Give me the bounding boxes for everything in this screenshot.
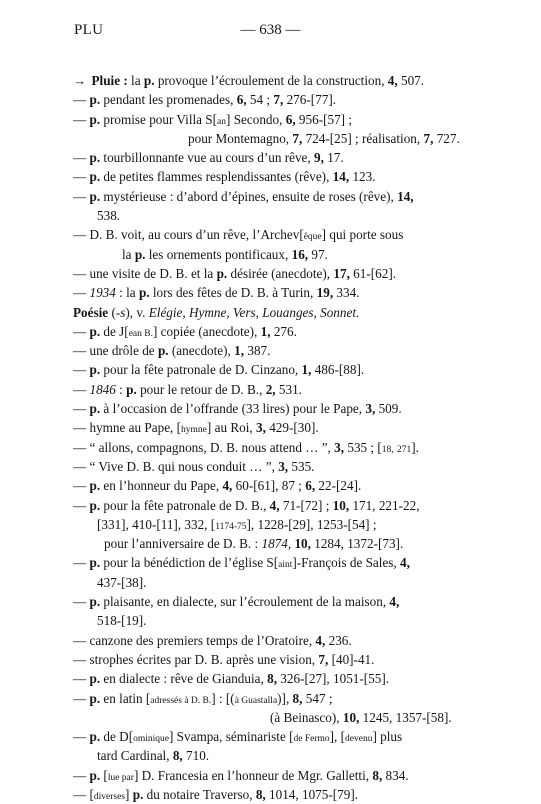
text-run: pour Montemagno, bbox=[188, 130, 293, 146]
bold-text: 19, bbox=[316, 285, 334, 301]
small-text: ominique bbox=[133, 734, 169, 745]
text-run: ] D. Francesia en l’honneur de Mgr. Galletti, bbox=[133, 767, 373, 783]
text-run: (anecdote), bbox=[168, 343, 235, 359]
text-run: plaisante, en dialecte, sur l’écroulement de la maison, bbox=[100, 594, 390, 610]
bold-text: Pluie : bbox=[91, 73, 128, 88]
text-run: 171, 221-22, bbox=[349, 497, 420, 513]
text-run: de petites flammes resplendissantes (rêve), bbox=[100, 169, 333, 185]
text-run: 535 ; [ bbox=[344, 439, 382, 455]
text-run: 22-[24]. bbox=[315, 478, 362, 494]
small-text: devenu bbox=[345, 734, 373, 745]
index-line bbox=[0, 650, 541, 669]
bold-text: 4, bbox=[315, 632, 326, 648]
text-run: les ornements pontificaux, bbox=[145, 246, 292, 262]
bold-text: p. bbox=[126, 381, 137, 397]
bold-text: 8, bbox=[255, 786, 266, 802]
index-line bbox=[0, 553, 541, 572]
index-line bbox=[0, 322, 541, 341]
bold-text: p. bbox=[89, 401, 101, 417]
index-line bbox=[0, 708, 541, 727]
text-run: 97. bbox=[308, 246, 328, 262]
text-run: 547 ; bbox=[302, 690, 333, 706]
bold-text: 4, bbox=[222, 478, 233, 494]
bold-text: p. bbox=[143, 73, 155, 88]
text-run: 834. bbox=[382, 767, 409, 783]
bold-text: 2, bbox=[265, 381, 276, 397]
small-text: 18, bbox=[381, 444, 394, 455]
text-run: [331], 410-[11], 332, [ bbox=[97, 516, 216, 532]
bold-text: p. bbox=[89, 188, 101, 204]
text-run: 54 ; bbox=[246, 92, 274, 108]
bold-text: p. bbox=[89, 92, 101, 108]
text-run: 535. bbox=[288, 458, 315, 474]
bold-text: 4, bbox=[387, 73, 398, 88]
text-run: [ bbox=[100, 767, 108, 783]
index-line bbox=[0, 496, 541, 515]
text-run: ], [ bbox=[329, 729, 346, 745]
bold-text: p. bbox=[132, 786, 144, 802]
index-line bbox=[0, 90, 541, 109]
text-run: ] plus bbox=[372, 729, 403, 745]
text-run: 387. bbox=[244, 343, 271, 359]
bold-text: 14, bbox=[397, 188, 414, 204]
index-line bbox=[0, 746, 541, 765]
text-run: ]. bbox=[411, 439, 419, 455]
italic-text: 1874, bbox=[261, 536, 292, 552]
small-text: 1174-75 bbox=[215, 521, 247, 532]
index-line bbox=[0, 592, 541, 611]
text-run: tard Cardinal, bbox=[97, 748, 173, 764]
small-text: 271 bbox=[396, 444, 412, 455]
text-run: — bbox=[73, 92, 90, 108]
bold-text: 7, bbox=[423, 130, 434, 146]
index-line bbox=[0, 110, 541, 129]
index-line bbox=[0, 341, 541, 360]
text-run: en dialecte : rêve de Gianduia, bbox=[100, 671, 268, 687]
text-run: 509. bbox=[375, 401, 402, 417]
text-run: [40]-41. bbox=[328, 651, 375, 667]
bold-text: p. bbox=[138, 285, 150, 301]
index-line bbox=[0, 380, 541, 399]
bold-text: p. bbox=[89, 497, 101, 513]
bold-text: 4, bbox=[400, 555, 410, 571]
text-run: : bbox=[115, 381, 127, 397]
text-run: 507. bbox=[397, 73, 425, 88]
bold-text: 6, bbox=[305, 478, 316, 494]
index-line bbox=[0, 167, 541, 186]
text-run: de D[ bbox=[100, 729, 134, 745]
index-entries bbox=[0, 71, 541, 804]
text-run: promise pour Villa S[ bbox=[100, 111, 218, 127]
text-run: pour la bénédiction de l’église S[ bbox=[100, 555, 279, 571]
index-line bbox=[0, 438, 541, 457]
index-line bbox=[0, 631, 541, 650]
bold-text: p. bbox=[89, 150, 101, 166]
text-run: (- bbox=[108, 304, 121, 320]
text-run: — une visite de D. B. et la bbox=[73, 265, 217, 281]
text-run: 17. bbox=[323, 150, 344, 166]
bold-text: p. bbox=[89, 362, 101, 378]
text-run: 518-[19]. bbox=[97, 613, 147, 629]
text-run: — bbox=[73, 497, 90, 513]
bold-text: 1, bbox=[234, 343, 245, 359]
bold-text: p. bbox=[89, 594, 101, 610]
text-run: 710. bbox=[182, 748, 210, 764]
text-run: — bbox=[73, 478, 90, 494]
text-run: 71-[72] ; bbox=[279, 497, 333, 513]
bold-text: 8, bbox=[267, 671, 277, 687]
text-run: — une drôle de bbox=[73, 343, 158, 359]
bold-text: 1, bbox=[260, 323, 271, 339]
text-run: — bbox=[73, 150, 90, 166]
small-text: ean B. bbox=[128, 328, 153, 339]
text-run: — bbox=[73, 555, 90, 571]
bold-text: 3, bbox=[256, 420, 266, 436]
text-run: 1245, 1357-[58]. bbox=[359, 709, 452, 725]
text-run: : la bbox=[115, 285, 139, 301]
bold-text: 4, bbox=[269, 497, 280, 513]
bold-text: p. bbox=[89, 478, 101, 494]
text-run: — bbox=[73, 690, 90, 706]
text-run: en l’honneur du Pape, bbox=[100, 478, 223, 494]
text-run: — hymne au Pape, [ bbox=[73, 420, 182, 436]
bold-text: 9, bbox=[314, 150, 324, 166]
text-run: 1284, 1372-[73]. bbox=[310, 536, 404, 552]
text-run: mystérieuse : d’abord d’épines, ensuite de roses (rêve), bbox=[100, 188, 398, 204]
text-run: — strophes écrites par D. B. après une vision, bbox=[73, 651, 319, 667]
index-line bbox=[0, 766, 541, 785]
small-text: à Guastalla bbox=[234, 695, 278, 706]
text-run: ] Secondo, bbox=[226, 111, 286, 127]
index-line bbox=[0, 225, 541, 244]
bold-text: 1, bbox=[301, 362, 312, 378]
text-run: — bbox=[73, 362, 90, 378]
text-run: — “ allons, compagnons, D. B. nous attend … ”, bbox=[73, 439, 335, 455]
text-run: — bbox=[73, 169, 90, 185]
text-run: pendant les promenades, bbox=[100, 92, 237, 108]
index-line bbox=[0, 573, 541, 592]
bold-text: 6, bbox=[285, 111, 296, 127]
text-run: 1014, 1075-[79]. bbox=[265, 786, 359, 802]
index-line bbox=[0, 399, 541, 418]
text-run: ), v. bbox=[125, 304, 149, 320]
bold-text: 8, bbox=[172, 748, 183, 764]
italic-text: Elégie, Hymne, Vers, Louanges, Sonnet. bbox=[148, 304, 360, 320]
bold-text: p. bbox=[89, 111, 101, 127]
small-text: an bbox=[217, 116, 227, 127]
index-line bbox=[0, 689, 541, 708]
italic-text: 1846 bbox=[89, 381, 116, 397]
text-run: — canzone des premiers temps de l’Oratoire, bbox=[73, 632, 316, 648]
index-line bbox=[0, 611, 541, 630]
text-run: 486-[88]. bbox=[311, 362, 365, 378]
text-run: — bbox=[73, 381, 90, 397]
bold-text: p. bbox=[134, 246, 146, 262]
bold-text: p. bbox=[89, 323, 101, 339]
index-line bbox=[0, 785, 541, 804]
text-run: — D. B. voit, au cours d’un rêve, l’Archev[ bbox=[73, 227, 304, 243]
bold-text: p. bbox=[89, 690, 101, 706]
bold-text: 17, bbox=[333, 265, 350, 281]
text-run: — bbox=[73, 401, 90, 417]
bold-text: p. bbox=[89, 555, 101, 571]
text-run: 531. bbox=[275, 381, 302, 397]
bold-text: p. bbox=[89, 729, 101, 745]
text-run: ] copiée (anecdote), bbox=[152, 323, 261, 339]
bold-text: 3, bbox=[334, 439, 345, 455]
text-run: — bbox=[73, 671, 90, 687]
bold-text: 14, bbox=[332, 169, 350, 185]
text-run: ] : [( bbox=[211, 690, 235, 706]
running-head: PLU bbox=[74, 22, 104, 38]
index-line bbox=[0, 245, 541, 264]
bold-text: 4, bbox=[389, 594, 400, 610]
text-run: pour la fête patronale de D. B., bbox=[100, 497, 270, 513]
small-text: êque bbox=[303, 232, 322, 243]
text-run: ], 1228-[29], 1253-[54] ; bbox=[246, 516, 377, 532]
text-run: 236. bbox=[325, 632, 352, 648]
italic-text: 1934 bbox=[89, 285, 116, 301]
index-line bbox=[0, 669, 541, 688]
text-run: 538. bbox=[97, 208, 121, 224]
text-run: — bbox=[73, 729, 90, 745]
small-text: adressés à D. B. bbox=[150, 695, 212, 706]
text-run: la bbox=[127, 73, 144, 88]
text-run: pour le retour de D. B., bbox=[136, 381, 266, 397]
text-run: pour l’anniversaire de D. B. : bbox=[104, 536, 262, 552]
text-run: tourbillonnante vue au cours d’un rêve, bbox=[100, 150, 314, 166]
text-run: 724-[25] ; réalisation, bbox=[302, 130, 424, 146]
bold-text: p. bbox=[89, 671, 101, 687]
index-line bbox=[0, 206, 541, 225]
text-run: 956-[57] ; bbox=[295, 111, 353, 127]
index-line bbox=[0, 727, 541, 746]
bold-text: 7, bbox=[318, 651, 329, 667]
index-line bbox=[0, 360, 541, 379]
bold-text: 3, bbox=[365, 401, 376, 417]
text-run: 429-[30]. bbox=[265, 420, 319, 436]
text-run: — bbox=[73, 767, 90, 783]
index-line bbox=[0, 71, 541, 90]
text-run: — bbox=[73, 285, 90, 301]
arrow-right-icon: → bbox=[73, 73, 90, 88]
bold-text: p. bbox=[157, 343, 169, 359]
text-run: 61-[62]. bbox=[349, 265, 397, 281]
index-line bbox=[0, 476, 541, 495]
text-run: provoque l’écroulement de la construction, bbox=[154, 73, 388, 88]
small-text: de Fermo bbox=[293, 734, 330, 745]
text-run: la bbox=[122, 246, 135, 262]
bold-text: 6, bbox=[236, 92, 247, 108]
text-run: — bbox=[73, 111, 90, 127]
text-run: de J[ bbox=[100, 323, 129, 339]
text-run: à l’occasion de l’offrande (33 lires) pour le Pape, bbox=[100, 401, 366, 417]
bold-text: 10, bbox=[332, 497, 350, 513]
index-line bbox=[0, 515, 541, 534]
text-run: 60-[61], 87 ; bbox=[232, 478, 306, 494]
index-line bbox=[0, 303, 541, 322]
text-run: ]-François de Sales, bbox=[292, 555, 401, 571]
bold-text: 3, bbox=[278, 458, 289, 474]
bold-text: 7, bbox=[292, 130, 303, 146]
text-run: 276-[77]. bbox=[283, 92, 337, 108]
small-text: aint bbox=[278, 560, 293, 571]
text-run: 437-[38]. bbox=[97, 574, 147, 590]
bold-text: 10, bbox=[342, 709, 360, 725]
text-run: 334. bbox=[333, 285, 360, 301]
page-header bbox=[0, 22, 541, 42]
text-run: ] au Roi, bbox=[206, 420, 256, 436]
text-run: — bbox=[73, 323, 90, 339]
text-run: du notaire Traverso, bbox=[143, 786, 256, 802]
text-run: pour la fête patronale de D. Cinzano, bbox=[100, 362, 302, 378]
index-line bbox=[0, 148, 541, 167]
bold-text: 8, bbox=[372, 767, 383, 783]
index-line bbox=[0, 418, 541, 437]
small-text: lue par bbox=[107, 772, 134, 783]
text-run: ] Svampa, séminariste [ bbox=[168, 729, 294, 745]
bold-text: p. bbox=[89, 169, 101, 185]
index-line bbox=[0, 264, 541, 283]
index-line bbox=[0, 129, 541, 148]
bold-text: 7, bbox=[273, 92, 284, 108]
text-run: lors des fêtes de D. B. à Turin, bbox=[149, 285, 317, 301]
text-run: 727. bbox=[433, 130, 460, 146]
bold-text: p. bbox=[216, 265, 228, 281]
bold-text: 16, bbox=[291, 246, 309, 262]
text-run: — bbox=[73, 594, 90, 610]
bold-text: Poésie bbox=[73, 304, 109, 320]
text-run: ] qui porte sous bbox=[321, 227, 404, 243]
text-run: — [ bbox=[73, 786, 94, 802]
text-run: 326-[27], 1051-[55]. bbox=[276, 671, 390, 687]
text-run: )], bbox=[277, 690, 293, 706]
text-run: en latin [ bbox=[100, 690, 151, 706]
text-run: — bbox=[73, 188, 90, 204]
text-run: 123. bbox=[349, 169, 376, 185]
bold-text: p. bbox=[89, 767, 101, 783]
text-run: ] bbox=[125, 786, 133, 802]
bold-text: 8, bbox=[292, 690, 303, 706]
bold-text: 10, bbox=[294, 536, 311, 552]
italic-text: s bbox=[120, 304, 126, 320]
text-run: — “ Vive D. B. qui nous conduit … ”, bbox=[73, 458, 279, 474]
small-text: diverses bbox=[93, 791, 126, 802]
index-line bbox=[0, 283, 541, 302]
index-line bbox=[0, 187, 541, 206]
index-line bbox=[0, 457, 541, 476]
text-run: désirée (anecdote), bbox=[227, 265, 334, 281]
text-run: (à Beinasco), bbox=[270, 709, 343, 725]
page-number: — 638 — bbox=[240, 22, 301, 38]
text-run: 276. bbox=[270, 323, 297, 339]
small-text: hymne bbox=[181, 425, 207, 436]
index-line bbox=[0, 534, 541, 553]
